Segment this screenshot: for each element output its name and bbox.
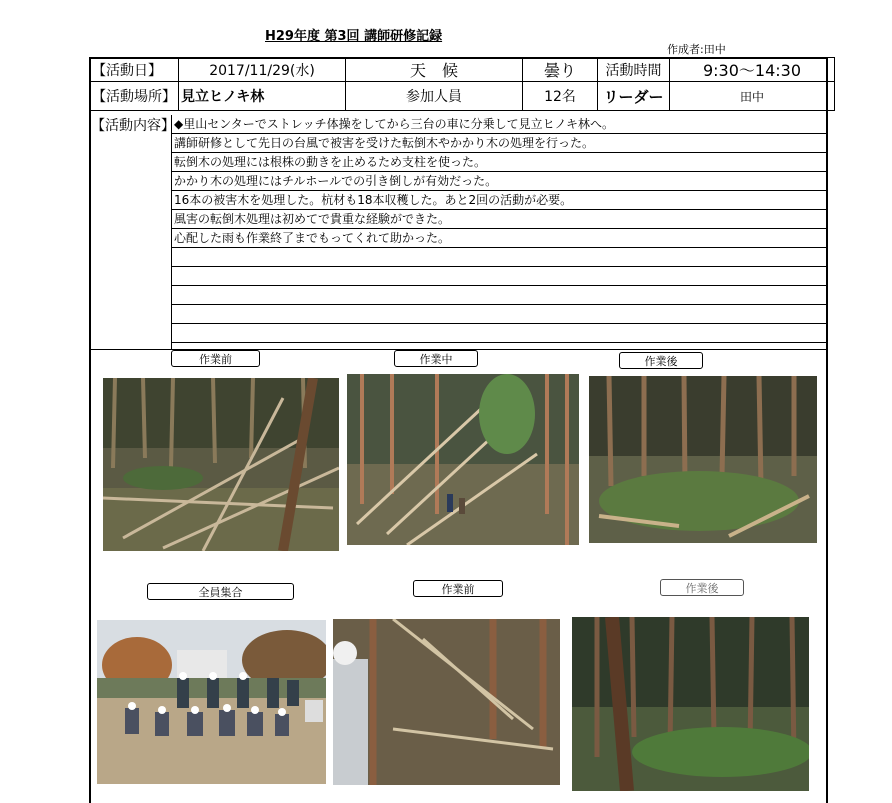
author-label: 作成者:田中 bbox=[667, 43, 726, 56]
weather-value: 曇り bbox=[523, 58, 598, 82]
leader-label: リーダー bbox=[598, 82, 670, 111]
content-line: かかり木の処理にはチルホールでの引き倒しが有効だった。 bbox=[172, 172, 828, 191]
content-line: 16本の被害木を処理した。杭材も18本収穫した。あと2回の活動が必要。 bbox=[172, 191, 828, 210]
content-line bbox=[172, 286, 828, 305]
photo-worker bbox=[333, 619, 560, 785]
header-table bbox=[89, 57, 835, 111]
date-label: 【活動日】 bbox=[90, 58, 179, 82]
photo-during-work bbox=[347, 374, 579, 545]
content-line bbox=[172, 324, 828, 343]
photo-before-work bbox=[103, 378, 339, 551]
content-line: ◆里山センターでストレッチ体操をしてから三台の車に分乗して見立ヒノキ林へ。 bbox=[172, 115, 828, 134]
content-line: 転倒木の処理には根株の動きを止めるため支柱を使った。 bbox=[172, 153, 828, 172]
photo-caption: 全員集合 bbox=[147, 583, 294, 600]
content-line: 心配した雨も作業終了までもってくれて助かった。 bbox=[172, 229, 828, 248]
place-label: 【活動場所】 bbox=[90, 82, 179, 111]
photo-after-work-2 bbox=[572, 617, 809, 791]
participants-value: 12名 bbox=[523, 82, 598, 111]
leader-value: 田中 bbox=[670, 82, 835, 111]
place-value: 見立ヒノキ林 bbox=[179, 82, 346, 111]
content-line bbox=[172, 305, 828, 324]
photo-caption: 作業後 bbox=[619, 352, 703, 369]
weather-label: 天 候 bbox=[346, 58, 523, 82]
content-label: 【活動内容】 bbox=[89, 115, 172, 349]
time-value: 9:30〜14:30 bbox=[670, 58, 835, 82]
photo-caption: 作業中 bbox=[394, 350, 478, 367]
content-line: 講師研修として先日の台風で被害を受けた転倒木やかかり木の処理を行った。 bbox=[172, 134, 828, 153]
content-line bbox=[172, 248, 828, 267]
participants-label: 参加人員 bbox=[346, 82, 523, 111]
date-value: 2017/11/29(水) bbox=[179, 58, 346, 82]
page-title: H29年度 第3回 講師研修記録 bbox=[265, 29, 443, 44]
time-label: 活動時間 bbox=[598, 58, 670, 82]
photo-after-work bbox=[589, 376, 817, 543]
photo-caption: 作業後 bbox=[660, 579, 744, 596]
photo-caption: 作業前 bbox=[171, 350, 260, 367]
content-line bbox=[172, 267, 828, 286]
content-line: 風害の転倒木処理は初めてで貴重な経験ができた。 bbox=[172, 210, 828, 229]
photo-caption: 作業前 bbox=[413, 580, 503, 597]
photo-group bbox=[97, 620, 326, 784]
